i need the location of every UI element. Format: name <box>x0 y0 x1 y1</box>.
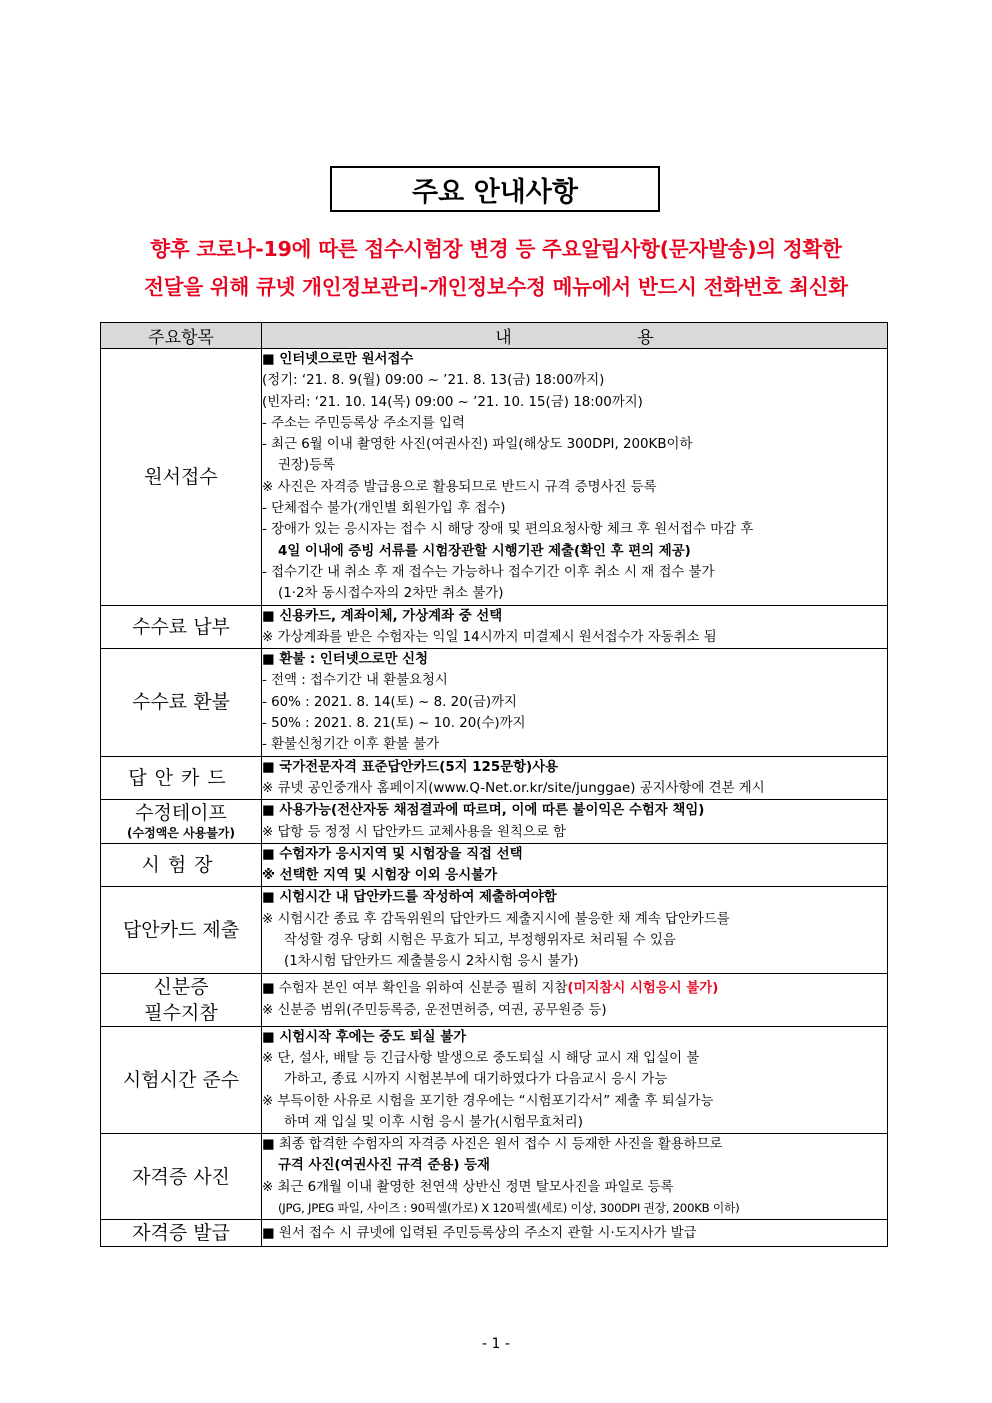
list-item: ■ 시험시간 내 답안카드를 작성하여 제출하여야함 <box>262 890 557 906</box>
row-label-fee-refund: 수수료 환불 <box>101 649 262 756</box>
list-item: ※ 부득이한 사유로 시험을 포기한 경우에는 “시험포기각서” 제출 후 퇴실가능 <box>262 1093 714 1109</box>
list-item: - 전액 : 접수기간 내 환불요청시 <box>262 673 448 689</box>
list-item: 규격 사진(여권사진 규격 준용) 등재 <box>278 1158 490 1174</box>
list-item: 가하고, 종료 시까지 시험본부에 대기하였다가 다음교시 응시 가능 <box>284 1072 668 1088</box>
list-item: ※ 단, 설사, 배탈 등 긴급사항 발생으로 중도퇴실 시 해당 교시 재 입실이 불 <box>262 1050 700 1066</box>
list-item: 4일 이내에 증빙 서류를 시험장관할 시행기관 제출(확인 후 편의 제공) <box>278 543 691 559</box>
header-item: 주요항목 <box>101 323 262 349</box>
row-label-id-card <box>101 973 262 1026</box>
list-item: ※ 사진은 자격증 발급용으로 활용되므로 반드시 규격 증명사진 등록 <box>262 479 657 495</box>
table-row <box>101 800 888 844</box>
table-header-row <box>101 323 888 349</box>
row-label-license-issue: 자격증 발급 <box>101 1220 262 1247</box>
list-item: (빈자리: ‘21. 10. 14(목) 09:00 ~ ’21. 10. 15(금) 18:00까지) <box>262 394 643 410</box>
table-row <box>101 843 888 887</box>
notice-line-1: 향후 코로나-19에 따른 접수시험장 변경 등 주요알림사항(문자발송)의 정확한 <box>150 237 842 261</box>
list-item: ■ 인터넷으로만 원서접수 <box>262 352 414 367</box>
page-number: - 1 - <box>482 1336 510 1352</box>
id-card-line-main: ■ 수험자 본인 여부 확인을 위하여 신분증 필히 지참 <box>262 981 568 997</box>
row-content-fee-refund <box>262 649 888 756</box>
list-item: ※ 답항 등 정정 시 답안카드 교체사용을 원칙으로 함 <box>262 824 566 840</box>
row-label-exam-time: 시험시간 준수 <box>101 1026 262 1133</box>
list-item: 권장)등록 <box>278 458 335 474</box>
notice-line-2: 전달을 위해 큐넷 개인정보관리-개인정보수정 메뉴에서 반드시 전화번호 최신화 <box>144 275 848 299</box>
table-row <box>101 887 888 973</box>
list-item: - 접수기간 내 취소 후 재 접수는 가능하나 접수기간 이후 취소 시 재 접수 불가 <box>262 564 715 580</box>
id-card-label-1: 신분증 <box>153 975 209 998</box>
table-row <box>101 649 888 756</box>
row-content-correction-tape <box>262 800 888 844</box>
header-content-text: 내 용 <box>495 328 654 348</box>
row-content-license-photo <box>262 1134 888 1220</box>
list-item: 하며 재 입실 및 이후 시험 응시 불가(시험무효처리) <box>284 1114 583 1130</box>
list-item: (JPG, JPEG 파일, 사이즈 : 90픽셀(가로) X 120픽셀(세로) 이상, 300DPI 권장, 200KB 이하) <box>278 1200 740 1215</box>
table-row <box>101 1134 888 1220</box>
table-row <box>101 973 888 1026</box>
row-content-exam-site <box>262 843 888 887</box>
list-item: ※ 신분증 범위(주민등록증, 운전면허증, 여권, 공무원증 등) <box>262 1002 607 1018</box>
list-item: ■ 원서 접수 시 큐넷에 입력된 주민등록상의 주소지 관할 시·도지사가 발급 <box>262 1225 697 1241</box>
list-item: ※ 최근 6개월 이내 촬영한 천연색 상반신 정면 탈모사진을 파일로 등록 <box>262 1179 674 1195</box>
list-item: ※ 시험시간 종료 후 감독위원의 답안카드 제출지시에 불응한 채 계속 답안카드를 <box>262 911 730 927</box>
list-item: ■ 최종 합격한 수험자의 자격증 사진은 원서 접수 시 등재한 사진을 활용하므로 <box>262 1137 723 1153</box>
list-item: (정기: ‘21. 8. 9(월) 09:00 ~ ’21. 8. 13(금) 18:00까지) <box>262 373 605 389</box>
row-label-exam-site: 시험장 <box>101 843 262 887</box>
row-label-card-submit: 답안카드 제출 <box>101 887 262 973</box>
table-row <box>101 605 888 649</box>
row-content-license-issue <box>262 1220 888 1247</box>
row-content-application <box>262 349 888 606</box>
table-row <box>101 1220 888 1247</box>
list-item: ※ 큐넷 공인중개사 홈페이지(www.Q-Net.or.kr/site/junggae) 공지사항에 견본 게시 <box>262 780 765 796</box>
list-item: - 환불신청기간 이후 환불 불가 <box>262 737 440 753</box>
row-content-fee-payment <box>262 605 888 649</box>
list-item: (1·2차 동시접수자의 2차만 취소 불가) <box>278 586 504 602</box>
list-item: ■ 수험자가 응시지역 및 시험장을 직접 선택 <box>262 846 523 862</box>
row-content-exam-time <box>262 1026 888 1133</box>
row-content-answer-card <box>262 756 888 800</box>
list-item: ■ 사용가능(전산자동 채점결과에 따르며, 이에 따른 불이익은 수험자 책임) <box>262 803 705 819</box>
list-item: ※ 선택한 지역 및 시험장 이외 응시불가 <box>262 868 498 884</box>
list-item: ■ 환불 : 인터넷으로만 신청 <box>262 652 429 668</box>
list-item: - 60% : 2021. 8. 14(토) ~ 8. 20(금)까지 <box>262 694 517 710</box>
list-item: ■ 시험시작 후에는 중도 퇴실 불가 <box>262 1029 467 1045</box>
table-row <box>101 1026 888 1133</box>
list-item: ※ 가상계좌를 받은 수험자는 익일 14시까지 미결제시 원서접수가 자동취소 됨 <box>262 629 717 645</box>
correction-tape-sublabel: (수정액은 사용불가) <box>127 825 235 840</box>
row-label-correction-tape <box>101 800 262 844</box>
row-label-license-photo: 자격증 사진 <box>101 1134 262 1220</box>
list-item: 작성할 경우 당회 시험은 무효가 되고, 부정행위자로 처리될 수 있음 <box>284 933 676 949</box>
list-item <box>262 978 887 999</box>
list-item: ■ 신용카드, 계좌이체, 가상계좌 중 선택 <box>262 608 503 624</box>
row-label-answer-card: 답안카드 <box>101 756 262 800</box>
row-label-application: 원서접수 <box>101 349 262 606</box>
list-item: - 장애가 있는 응시자는 접수 시 해당 장애 및 편의요청사항 체크 후 원서접수 마감 후 <box>262 522 754 538</box>
list-item: - 최근 6월 이내 촬영한 사진(여권사진) 파일(해상도 300DPI, 200KB이하 <box>262 437 693 453</box>
row-label-fee-payment: 수수료 납부 <box>101 605 262 649</box>
page-title <box>330 166 660 212</box>
list-item: ■ 국가전문자격 표준답안카드(5지 125문항)사용 <box>262 759 559 775</box>
row-content-card-submit <box>262 887 888 973</box>
list-item: - 주소는 주민등록상 주소지를 입력 <box>262 415 465 431</box>
list-item: - 50% : 2021. 8. 21(토) ~ 10. 20(수)까지 <box>262 716 526 732</box>
id-card-warning: (미지참시 시험응시 불가) <box>567 981 719 997</box>
page-title-text: 주요 안내사항 <box>412 176 578 208</box>
header-content <box>262 323 888 349</box>
table-row <box>101 756 888 800</box>
table-row <box>101 349 888 606</box>
id-card-label-2: 필수지참 <box>144 1001 218 1024</box>
correction-tape-label: 수정테이프 <box>135 801 227 824</box>
list-item: - 단체접수 불가(개인별 회원가입 후 접수) <box>262 501 506 517</box>
guide-table <box>100 322 888 1247</box>
row-content-id-card <box>262 973 888 1026</box>
list-item: (1차시험 답안카드 제출불응시 2차시험 응시 불가) <box>284 954 579 970</box>
